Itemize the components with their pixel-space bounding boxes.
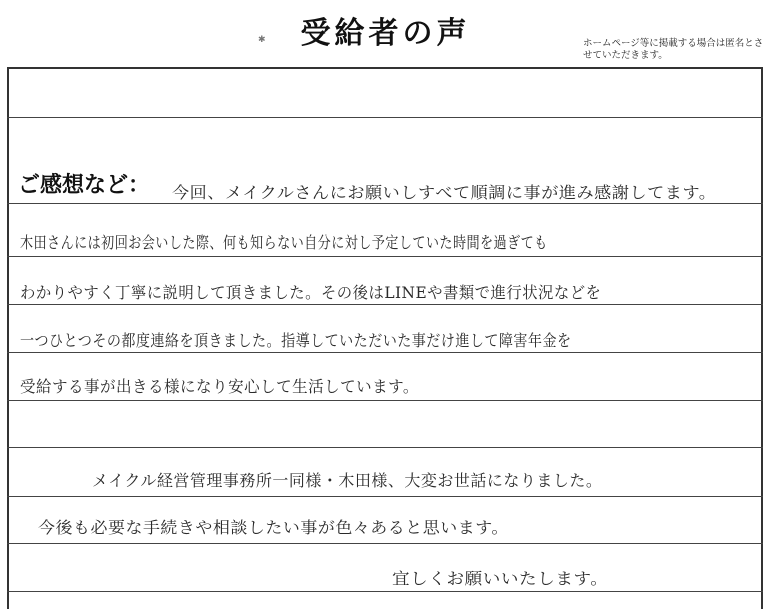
handwritten-line-7: 今後も必要な手続きや相談したい事が色々あると思います。 bbox=[38, 518, 509, 537]
handwritten-line-3: わかりやすく丁寧に説明して頂きました。その後はLINEや書類で進行状況などを bbox=[20, 283, 602, 302]
ruled-line bbox=[7, 447, 763, 448]
scan-speck: ✱ bbox=[258, 35, 266, 45]
ruled-line bbox=[7, 400, 763, 401]
ruled-line bbox=[7, 256, 763, 257]
handwritten-line-1: 今回、メイクルさんにお願いしすべて順調に事が進み感謝してます。 bbox=[172, 183, 717, 202]
ruled-line bbox=[7, 352, 763, 353]
anonymity-note: ホームページ等に掲載する場合は匿名とさせていただきます。 bbox=[583, 38, 764, 61]
comments-label: ご感想など： bbox=[18, 173, 151, 198]
handwritten-line-5: 受給する事が出きる様になり安心して生活しています。 bbox=[20, 377, 419, 396]
ruled-line bbox=[7, 591, 763, 592]
handwritten-line-2: 木田さんには初回お会いした際、何も知らない自分に対し予定していた時間を過ぎても bbox=[20, 233, 548, 252]
ruled-line bbox=[7, 203, 763, 204]
handwritten-line-4: 一つひとつその都度連絡を頂きました。指導していただいた事だけ進して障害年金を bbox=[20, 331, 572, 350]
ruled-line bbox=[7, 496, 763, 497]
handwritten-line-6: メイクル経営管理事務所一同様・木田様、大変お世話になりました。 bbox=[92, 471, 603, 490]
handwritten-line-8: 宜しくお願いいたします。 bbox=[392, 569, 609, 588]
form-title: 受給者の声 bbox=[300, 16, 471, 51]
ruled-line bbox=[7, 304, 763, 305]
ruled-line bbox=[7, 543, 763, 544]
ruled-line bbox=[7, 117, 763, 118]
